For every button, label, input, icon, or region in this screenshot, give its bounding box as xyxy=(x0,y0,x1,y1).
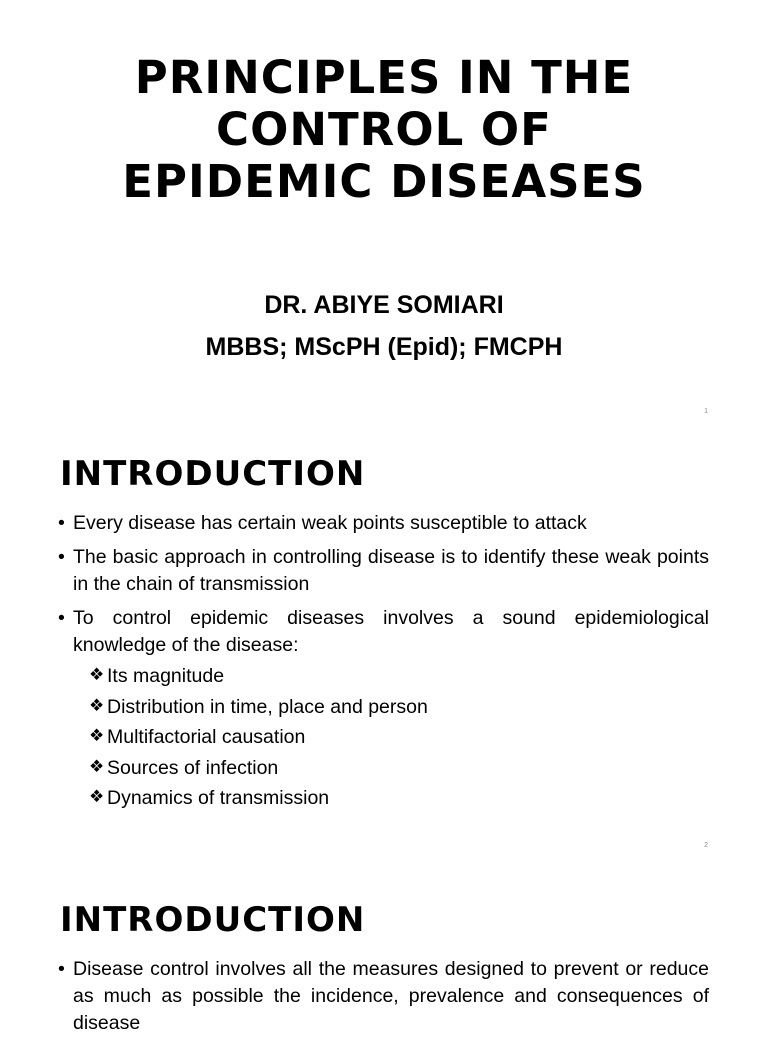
bullet-icon: • xyxy=(58,607,65,629)
title-line: PRINCIPLES IN THE xyxy=(134,51,634,104)
list-item xyxy=(58,605,709,814)
slide-2 xyxy=(0,430,768,864)
author-credentials: MBBS; MScPH (Epid); FMCPH xyxy=(205,333,563,361)
bullet-icon: • xyxy=(58,546,65,568)
bullet-list xyxy=(58,510,709,821)
bullet-list xyxy=(58,956,709,1044)
list-item xyxy=(58,510,709,537)
sub-bullet-text: Sources of infection xyxy=(107,756,279,779)
sub-bullet-text: Its magnitude xyxy=(107,665,225,687)
slide-heading: INTRODUCTION xyxy=(60,900,366,940)
bullet-icon: • xyxy=(58,512,65,534)
sub-list-item xyxy=(89,661,709,692)
sub-list-item xyxy=(89,722,709,753)
slide-heading: INTRODUCTION xyxy=(60,454,366,494)
author-block xyxy=(0,284,768,368)
slide-3 xyxy=(0,864,768,1034)
diamond-bullet-icon: ❖ xyxy=(89,665,105,684)
author-name: DR. ABIYE SOMIARI xyxy=(264,291,504,319)
sub-bullet-text: Dynamics of transmission xyxy=(107,787,330,809)
sub-list-item xyxy=(89,783,709,814)
sub-bullet-text: Distribution in time, place and person xyxy=(107,695,428,718)
bullet-text: The basic approach in controlling disease is to identify these weak points in the chain of transmission xyxy=(73,546,709,595)
title-line: EPIDEMIC DISEASES xyxy=(122,155,646,208)
diamond-bullet-icon: ❖ xyxy=(89,695,105,715)
list-item xyxy=(58,544,709,598)
bullet-text: Disease control involves all the measures designed to prevent or reduce as much as possible the incidence, prevalence and consequences of disease xyxy=(73,958,709,1034)
diamond-bullet-icon: ❖ xyxy=(89,787,105,806)
bullet-text: Every disease has certain weak points susceptible to attack xyxy=(73,512,587,534)
sub-list-item xyxy=(89,692,709,723)
slide-1 xyxy=(0,0,768,430)
diamond-bullet-icon: ❖ xyxy=(89,756,105,776)
diamond-bullet-icon: ❖ xyxy=(89,726,105,745)
sub-bullet-text: Multifactorial causation xyxy=(107,726,306,748)
title-line: CONTROL OF xyxy=(216,103,552,156)
bullet-icon: • xyxy=(58,958,65,980)
sub-list-item xyxy=(89,753,709,784)
sub-bullet-list xyxy=(73,661,709,814)
list-item xyxy=(58,956,709,1037)
slide-number: 2 xyxy=(704,842,708,849)
presentation-title xyxy=(0,52,768,208)
slide-number: 1 xyxy=(704,408,708,415)
bullet-text: To control epidemic diseases involves a sound epidemiological knowledge of the disease: xyxy=(73,607,709,656)
